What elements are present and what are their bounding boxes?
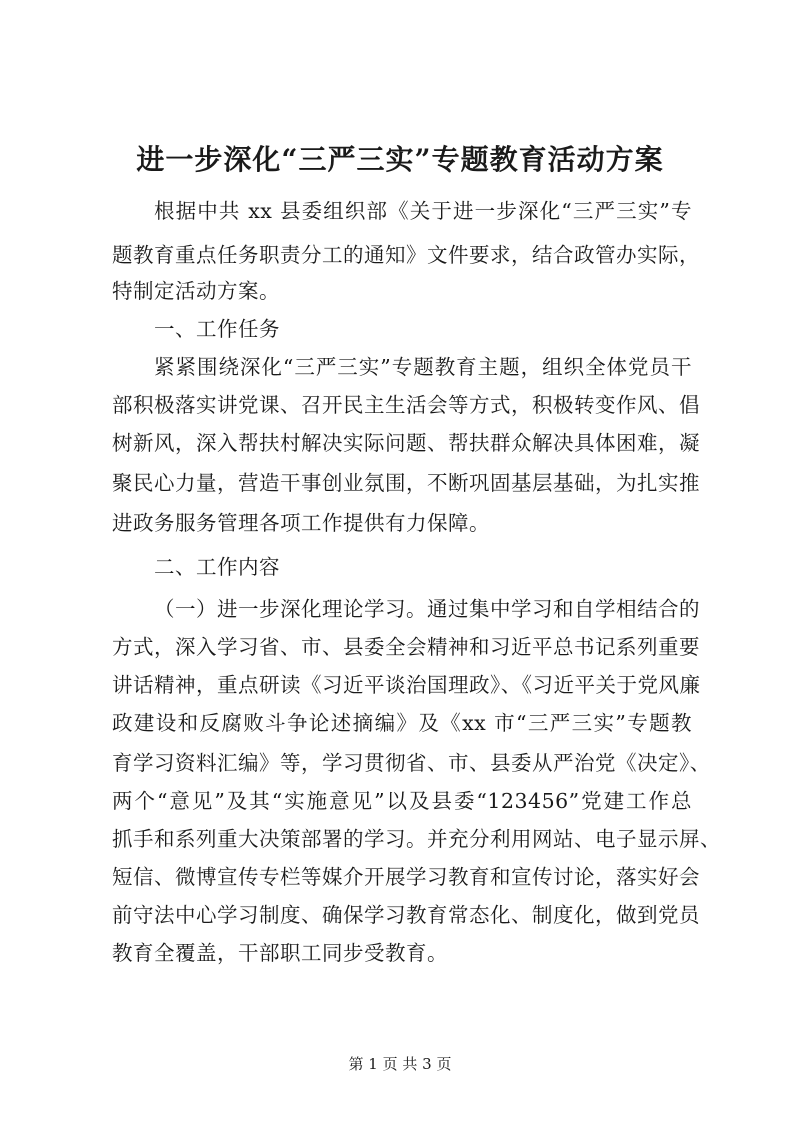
document-title: 进一步深化“三严三实”专题教育活动方案: [136, 143, 664, 176]
section-heading: 二、工作内容: [154, 555, 280, 579]
paragraph-line: 抓手和系列重大决策部署的学习。并充分利用网站、电子显示屏、: [112, 827, 721, 851]
paragraph-line: 政建设和反腐败斗争论述摘编》及《xx 市“三严三实”专题教: [112, 711, 692, 735]
paragraph-line: 短信、微博宣传专栏等媒介开展学习教育和宣传讨论，落实好会: [112, 865, 700, 889]
paragraph-line: 题教育重点任务职责分工的通知》文件要求，结合政管办实际，: [112, 243, 700, 267]
paragraph-line: 根据中共 xx 县委组织部《关于进一步深化“三严三实”专: [154, 199, 692, 223]
paragraph-line: 讲话精神，重点研读《习近平谈治国理政》、《习近平关于党风廉: [112, 673, 701, 697]
page-number-footer: 第 1 页 共 3 页: [348, 1055, 452, 1073]
paragraph-line: 前守法中心学习制度、确保学习教育常态化、制度化，做到党员: [112, 903, 700, 927]
paragraph-line: 特制定活动方案。: [112, 279, 280, 303]
paragraph-line: 育学习资料汇编》等，学习贯彻省、市、县委从严治党《决定》、: [112, 751, 711, 775]
paragraph-line: 树新风，深入帮扶村解决实际问题、帮扶群众解决具体困难，凝: [112, 431, 700, 455]
section-heading: 一、工作任务: [154, 317, 280, 341]
paragraph-line: 部积极落实讲党课、召开民主生活会等方式，积极转变作风、倡: [112, 393, 700, 417]
paragraph-line: 进政务服务管理各项工作提供有力保障。: [112, 511, 490, 535]
paragraph-line: 方式，深入学习省、市、县委全会精神和习近平总书记系列重要: [112, 635, 700, 659]
paragraph-line: 教育全覆盖，干部职工同步受教育。: [112, 941, 448, 965]
paragraph-line: 两个“意见”及其“实施意见”以及县委“123456”党建工作总: [112, 789, 692, 813]
paragraph-line: 紧紧围绕深化“三严三实”专题教育主题，组织全体党员干: [154, 355, 692, 379]
paragraph-line: 聚民心力量，营造干事创业氛围，不断巩固基层基础，为扎实推: [112, 471, 700, 495]
paragraph-line: （一）进一步深化理论学习。通过集中学习和自学相结合的: [154, 597, 700, 621]
